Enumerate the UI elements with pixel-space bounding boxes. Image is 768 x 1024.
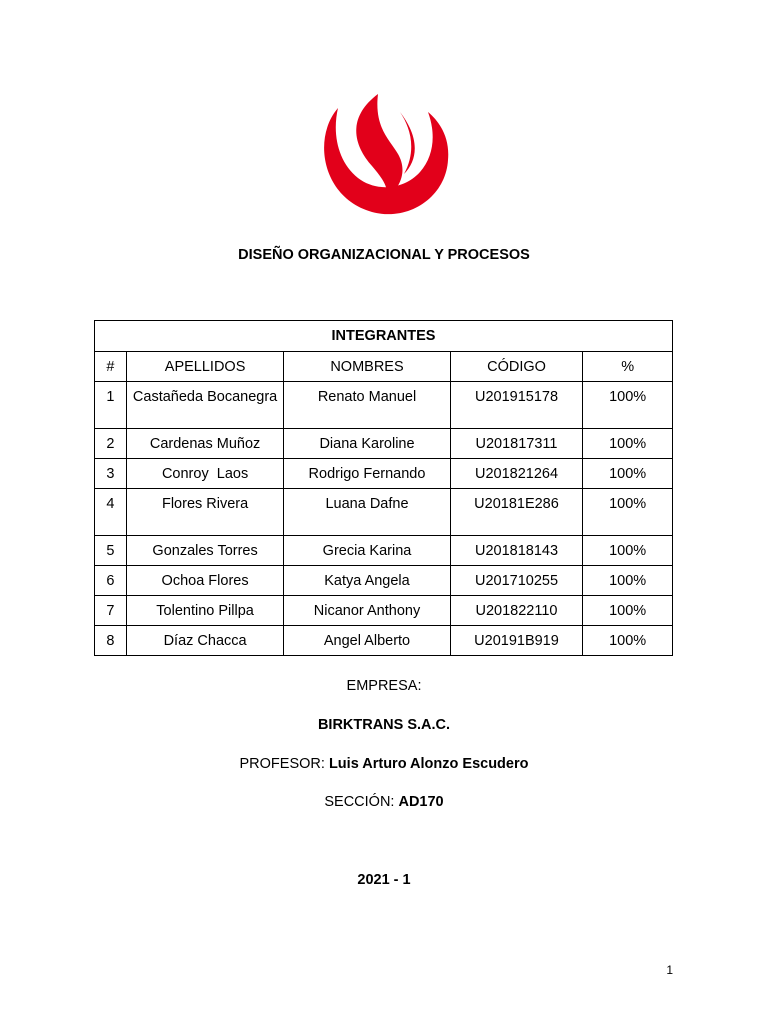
seccion-label: SECCIÓN: [324, 794, 399, 810]
profesor-label: PROFESOR: [239, 756, 329, 772]
cell-apellidos: Castañeda Bocanegra [126, 382, 284, 429]
page-number: 1 [666, 963, 673, 977]
cell-num: 1 [95, 382, 127, 429]
cell-codigo: U201710255 [450, 566, 583, 596]
seccion-value: AD170 [398, 794, 444, 810]
cell-codigo: U201818143 [450, 536, 583, 566]
academic-period: 2021 - 1 [357, 872, 411, 888]
cell-pct: 100% [583, 459, 673, 489]
table-row [95, 429, 673, 459]
cell-codigo: U201821264 [450, 459, 583, 489]
cell-apellidos: Ochoa Flores [126, 566, 284, 596]
cell-num: 4 [95, 489, 127, 536]
table-header-row [95, 352, 673, 382]
cell-pct: 100% [583, 382, 673, 429]
header-nombres: NOMBRES [284, 352, 450, 382]
cell-codigo: U201915178 [450, 382, 583, 429]
cell-num: 7 [95, 596, 127, 626]
table-row [95, 566, 673, 596]
cell-codigo: U201817311 [450, 429, 583, 459]
cell-pct: 100% [583, 626, 673, 656]
cell-apellidos: Gonzales Torres [126, 536, 284, 566]
cell-apellidos: Cardenas Muñoz [126, 429, 284, 459]
cell-num: 3 [95, 459, 127, 489]
members-table [94, 320, 673, 656]
cell-codigo: U20181E286 [450, 489, 583, 536]
cell-num: 2 [95, 429, 127, 459]
cell-nombres: Nicanor Anthony [284, 596, 450, 626]
header-apellidos: APELLIDOS [126, 352, 284, 382]
logo-flame-inner [400, 112, 415, 174]
cell-codigo: U20191B919 [450, 626, 583, 656]
cell-apellidos: Flores Rivera [126, 489, 284, 536]
empresa-name: BIRKTRANS S.A.C. [317, 717, 451, 733]
table-row [95, 596, 673, 626]
table-row [95, 382, 673, 429]
profesor-name: Luis Arturo Alonzo Escudero [328, 756, 529, 772]
cell-nombres: Diana Karoline [284, 429, 450, 459]
table-caption: INTEGRANTES [95, 321, 673, 352]
cell-nombres: Rodrigo Fernando [284, 459, 450, 489]
table-row [95, 459, 673, 489]
cell-apellidos: Díaz Chacca [126, 626, 284, 656]
header-num: # [95, 352, 127, 382]
cell-num: 8 [95, 626, 127, 656]
table-row [95, 626, 673, 656]
cell-nombres: Katya Angela [284, 566, 450, 596]
cell-nombres: Grecia Karina [284, 536, 450, 566]
header-codigo: CÓDIGO [450, 352, 583, 382]
cell-num: 5 [95, 536, 127, 566]
cell-pct: 100% [583, 566, 673, 596]
cell-nombres: Renato Manuel [284, 382, 450, 429]
cell-nombres: Angel Alberto [284, 626, 450, 656]
profesor-line [0, 756, 768, 772]
cell-pct: 100% [583, 429, 673, 459]
header-pct: % [583, 352, 673, 382]
cell-pct: 100% [583, 489, 673, 536]
cell-apellidos: Tolentino Pillpa [126, 596, 284, 626]
seccion-line [0, 794, 768, 810]
table-row [95, 536, 673, 566]
empresa-label: EMPRESA: [346, 678, 422, 694]
cell-codigo: U201822110 [450, 596, 583, 626]
cell-nombres: Luana Dafne [284, 489, 450, 536]
cell-num: 6 [95, 566, 127, 596]
document-title: DISEÑO ORGANIZACIONAL Y PROCESOS [238, 247, 530, 263]
cell-pct: 100% [583, 536, 673, 566]
table-row [95, 489, 673, 536]
university-logo [320, 94, 450, 218]
cell-pct: 100% [583, 596, 673, 626]
cell-apellidos: Conroy Laos [126, 459, 284, 489]
